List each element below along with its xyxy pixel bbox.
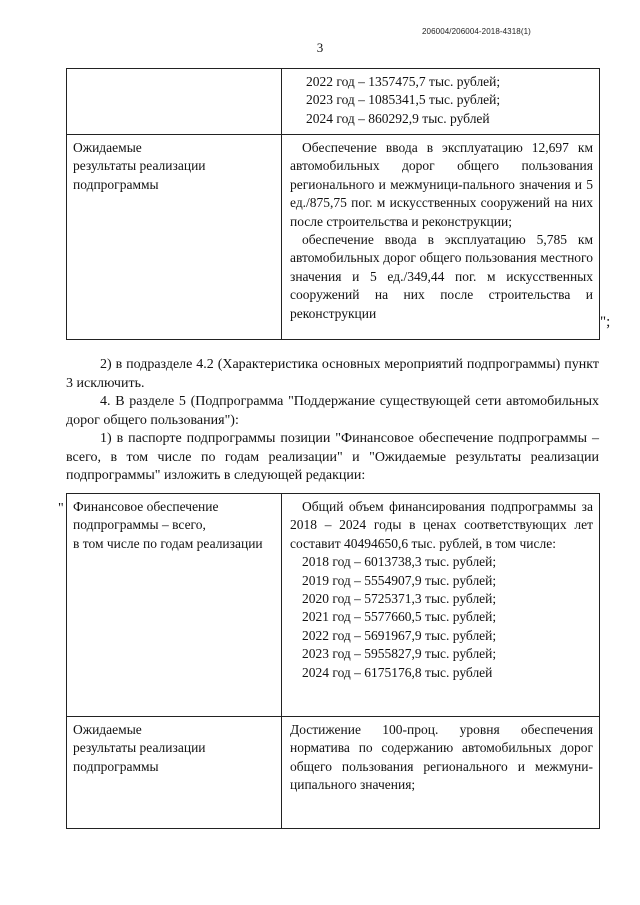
opening-quote-mark: " (58, 501, 64, 516)
year-line: 2021 год – 5577660,5 тыс. рублей; (302, 609, 497, 625)
funding-years-cell (282, 69, 600, 135)
amendment-paragraph: 1) в паспорте подпрограммы позиции "Финансовое обеспечение подпрограммы – всего, в том числе по годам реализации" и "Ожидаемые результаты реализации подпрограммы" изложить в следующей редакции: (66, 431, 599, 484)
year-line: 2023 год – 5955827,9 тыс. рублей; (302, 646, 497, 662)
closing-quote-mark: "; (600, 314, 611, 330)
results-paragraph: обеспечение ввода в эксплуатацию 5,785 км автомобильных дорог общего пользования местного значения и 5 ед./349,44 пог. м искусственных сооружений на них после строительства и реконструкции (290, 232, 593, 321)
year-line: 2022 год – 1357475,7 тыс. рублей; (306, 74, 501, 89)
table-row (67, 717, 600, 829)
funding-text (282, 494, 600, 717)
year-line: 2024 год – 6175176,8 тыс. рублей (302, 664, 493, 680)
year-line: 2024 год – 860292,9 тыс. рублей (306, 110, 490, 126)
amendment-paragraph: 2) в подразделе 4.2 (Характеристика основных мероприятий подпрограммы) пункт 3 исключить. (66, 357, 599, 391)
table-row (67, 135, 600, 340)
expected-results-text (282, 717, 600, 829)
results-paragraph: Достижение 100-проц. уровня обеспечения норматива по содержанию автомобильных дорог общего пользования регионального и межмуни-ципального значения; (290, 722, 593, 793)
passport-table-continued (66, 68, 600, 340)
expected-results-label: Ожидаемые результаты реализации подпрограммы (67, 717, 282, 829)
empty-label-cell (67, 69, 282, 135)
table-row (67, 494, 600, 717)
table-row (67, 69, 600, 135)
year-line: 2023 год – 1085341,5 тыс. рублей; (306, 92, 501, 108)
year-line: 2022 год – 5691967,9 тыс. рублей; (302, 627, 497, 643)
expected-results-text (282, 135, 600, 340)
funding-years (290, 553, 593, 682)
document-id: 206004/206004-2018-4318(1) (422, 27, 531, 36)
expected-results-label: Ожидаемые результаты реализации подпрограммы (67, 135, 282, 340)
amendment-paragraph: 4. В разделе 5 (Подпрограмма "Поддержание существующей сети автомобильных дорог общего пользования"): (66, 394, 599, 428)
funding-label: Финансовое обеспечение подпрограммы – всего, в том числе по годам реализации (67, 494, 282, 717)
passport-table-new (66, 493, 600, 829)
results-paragraph: Обеспечение ввода в эксплуатацию 12,697 км автомобильных дорог общего пользования регионального и межмуници-пального значения и 5 ед./875,75 пог. м искусственных сооружений на них после строительства и реконструкции; (290, 140, 593, 229)
year-line: 2019 год – 5554907,9 тыс. рублей; (302, 572, 497, 588)
funding-intro: Общий объем финансирования подпрограммы за 2018 – 2024 годы в ценах соответствующих лет составит 40494650,6 тыс. рублей, в том числе: (290, 499, 593, 551)
page-number: 3 (316, 40, 324, 55)
year-line: 2018 год – 6013738,3 тыс. рублей; (302, 554, 497, 570)
year-line: 2020 год – 5725371,3 тыс. рублей; (302, 591, 497, 607)
